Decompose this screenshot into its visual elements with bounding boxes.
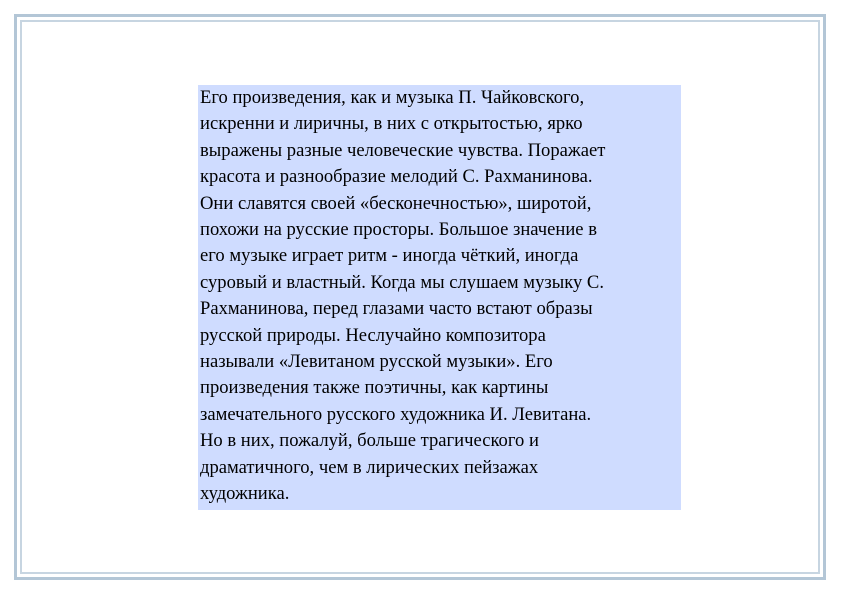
paragraph-line: называли «Левитаном русской музыки». Его [200,351,553,373]
paragraph-line: выражены разные человеческие чувства. Поражает [200,139,606,161]
paragraph-line: произведения также поэтичны, как картины [200,377,549,399]
paragraph-line: художника. [200,483,290,505]
paragraph-line: драматичного, чем в лирических пейзажах [200,456,539,478]
paragraph-line: Но в них, пожалуй, больше трагического и [200,430,539,452]
paragraph-line: его музыке играет ритм - иногда чёткий, иногда [200,245,579,267]
paragraph-line: похожи на русские просторы. Большое значение в [200,219,597,241]
paragraph-line: Рахманинова, перед глазами часто встают образы [200,298,593,320]
paragraph-line: Они славятся своей «бесконечностью», широтой, [200,192,592,214]
paragraph-line: замечательного русского художника И. Левитана. [200,403,592,425]
text-box [198,85,681,510]
paragraph-line: искренни и лиричны, в них с открытостью, ярко [200,113,583,135]
paragraph-line: русской природы. Неслучайно композитора [200,324,546,346]
paragraph-line: Его произведения, как и музыка П. Чайковского, [200,87,585,108]
paragraph-line: красота и разнообразие мелодий С. Рахманинова. [200,166,593,188]
paragraph-line: суровый и властный. Когда мы слушаем музыку С. [200,271,604,293]
